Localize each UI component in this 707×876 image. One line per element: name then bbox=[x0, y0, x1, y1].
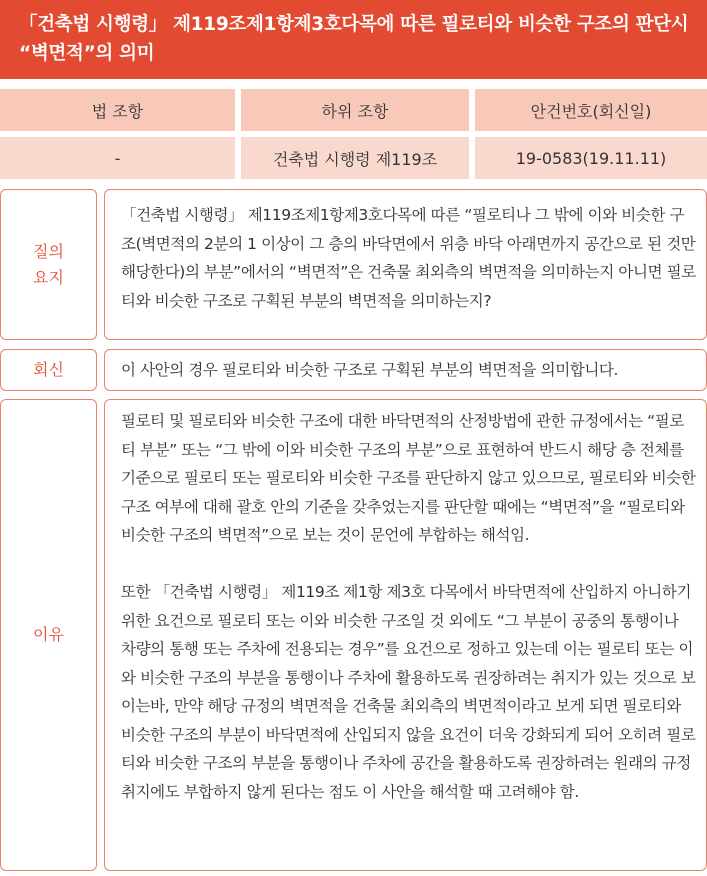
question-label bbox=[0, 189, 97, 340]
answer-content bbox=[104, 349, 707, 391]
question-label-line2: 요지 bbox=[33, 267, 64, 287]
question-label-line1: 질의 bbox=[33, 241, 64, 261]
question-text: 「건축법 시행령」 제119조제1항제3호다목에 따른 “필로티나 그 밖에 이와 비슷한 구조(벽면적의 2분의 1 이상이 그 층의 바닥면에서 위층 바닥 아래면까지 공간으로 된 것만 해당한다)의 부분”에서의 “벽면적”은 건축물 최외측의 벽면적을 의미하는지 아니면 필로티와 비슷한 구조로 구획된 부분의 벽면적을 의미하는지? bbox=[121, 206, 696, 310]
table-header-law: 법 조항 bbox=[0, 89, 235, 131]
table-cell-law: - bbox=[0, 137, 235, 179]
table-cell-case-number: 19-0583(19.11.11) bbox=[475, 137, 707, 179]
question-content bbox=[104, 189, 707, 340]
reason-paragraph-1: 필로티 및 필로티와 비슷한 구조에 대한 바닥면적의 산정방법에 관한 규정에서는 “필로티 부분” 또는 “그 밖에 이와 비슷한 구조의 부분”으로 표현하여 반드시 해당 층 전체를 기준으로 필로티 또는 필로티와 비슷한 구조를 판단하지 않고 있으므로, 필로티와 비슷한 구조 여부에 대해 괄호 안의 기준을 갖추었는지를 판단할 때에는 “벽면적”을 “필로티와 비슷한 구조의 벽면적”으로 보는 것이 문언에 부합하는 해석임. bbox=[121, 412, 696, 544]
reason-content bbox=[104, 399, 707, 871]
table-header-subclause: 하위 조항 bbox=[241, 89, 469, 131]
answer-label: 회신 bbox=[0, 349, 97, 391]
reason-label: 이유 bbox=[0, 399, 97, 871]
reason-paragraph-2: 또한 「건축법 시행령」 제119조 제1항 제3호 다목에서 바닥면적에 산입하지 아니하기 위한 요건으로 필로티 또는 이와 비슷한 구조일 것 외에도 “그 부분이 공중의 통행이나 차량의 통행 또는 주차에 전용되는 경우”를 요건으로 정하고 있는데 이는 필로티 또는 이와 비슷한 구조의 부분을 통행이나 주차에 활용하도록 권장하려는 취지가 있는 것으로 보이는바, 만약 해당 규정의 벽면적을 건축물 최외측의 벽면적이라고 보게 되면 필로티와 비슷한 구조의 부분이 바닥면적에 산입되지 않을 요건이 더욱 강화되게 되어 오히려 필로티와 비슷한 구조의 부분을 통행이나 주차에 공간을 활용하도록 권장하려는 원래의 규정 취지에도 부합하지 않게 된다는 점도 이 사안을 해석할 때 고려해야 함. bbox=[121, 583, 696, 801]
page-title: 「건축법 시행령」 제119조제1항제3호다목에 따른 필로티와 비슷한 구조의 판단시 “벽면적”의 의미 bbox=[0, 0, 707, 79]
answer-text: 이 사안의 경우 필로티와 비슷한 구조로 구획된 부분의 벽면적을 의미합니다. bbox=[121, 361, 619, 379]
table-cell-subclause: 건축법 시행령 제119조 bbox=[241, 137, 469, 179]
table-header-case-number: 안건번호(회신일) bbox=[475, 89, 707, 131]
